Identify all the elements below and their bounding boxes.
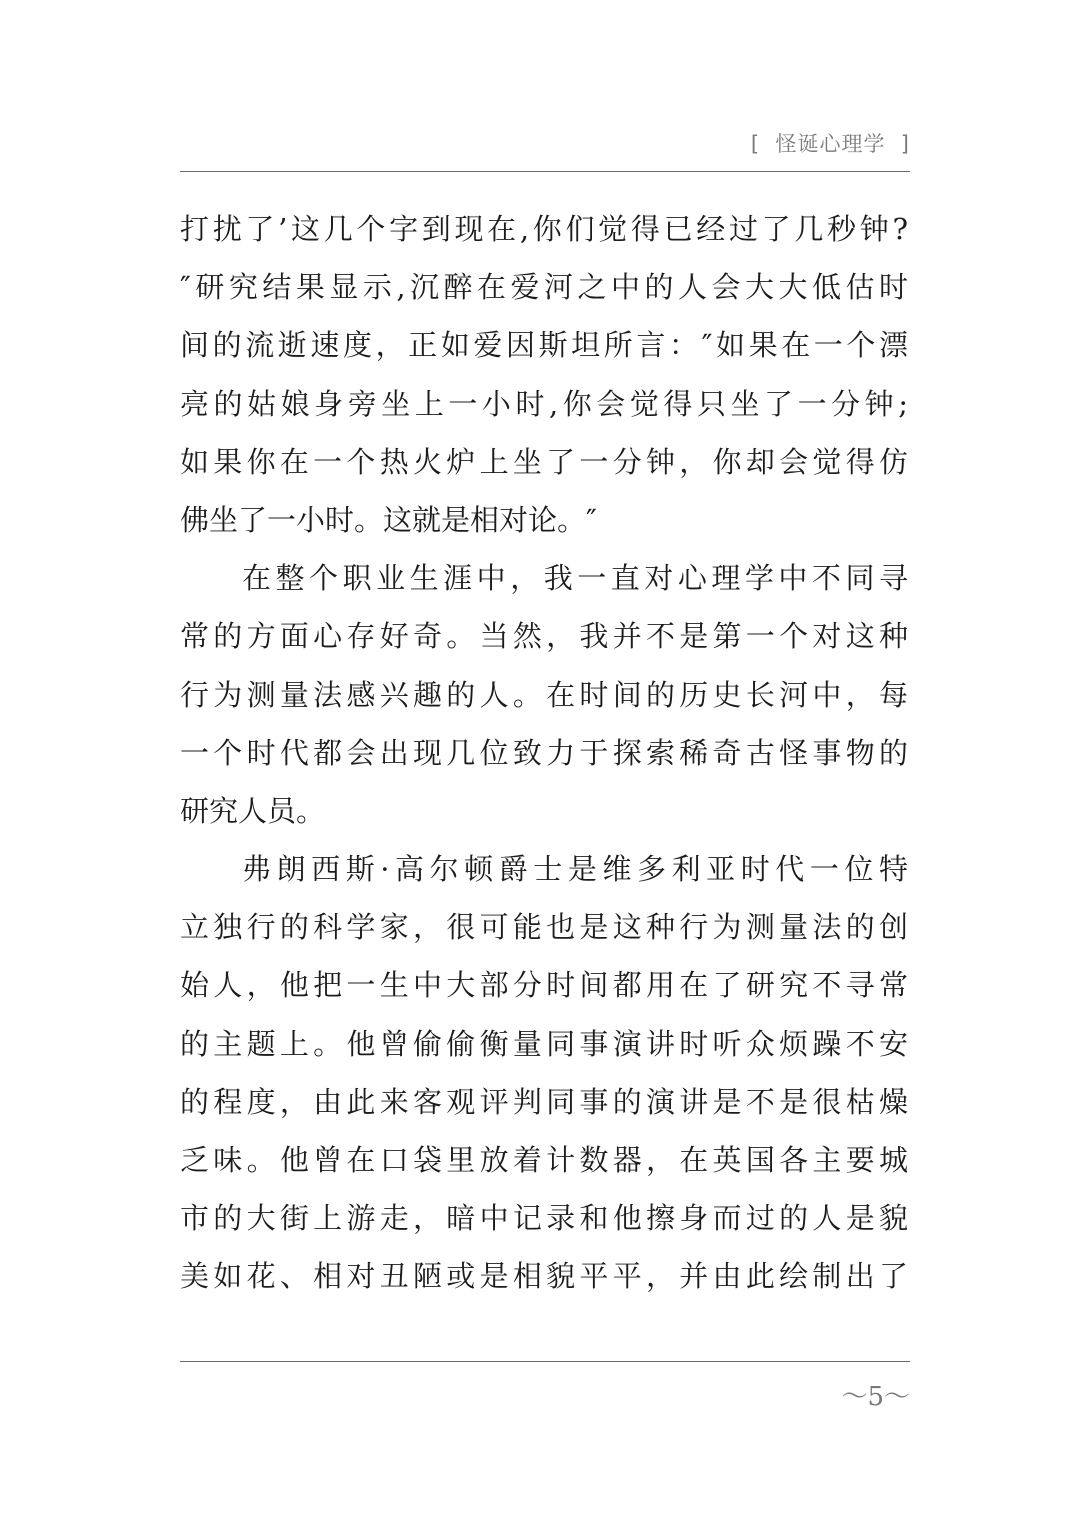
text-line: 一个时代都会出现几位致力于探索稀奇古怪事物的 bbox=[180, 735, 908, 770]
text-line: ″研究结果显示,沉醉在爱河之中的人会大大低估时 bbox=[180, 270, 908, 305]
text-line: 弗朗西斯·高尔顿爵士是维多利亚时代一位特 bbox=[242, 852, 908, 887]
text-line: 佛坐了一小时。这就是相对论。″ bbox=[180, 502, 597, 537]
text-line: 研究人员。 bbox=[180, 793, 326, 828]
text-line: 常的方面心存好奇。当然，我并不是第一个对这种 bbox=[180, 619, 908, 654]
text-line: 打扰了’这几个字到现在,你们觉得已经过了几秒钟? bbox=[180, 212, 908, 246]
text-line: 乏味。他曾在口袋里放着计数器，在英国各主要城 bbox=[180, 1143, 908, 1177]
text-line: 美如花、相对丑陋或是相貌平平，并由此绘制出了 bbox=[180, 1259, 908, 1294]
text-line: 行为测量法感兴趣的人。在时间的历史长河中，每 bbox=[180, 677, 908, 712]
page-header bbox=[180, 120, 910, 172]
header-rule bbox=[180, 171, 910, 172]
running-title: [ 怪诞心理学 ] bbox=[750, 132, 910, 156]
text-line: 始人，他把一生中大部分时间都用在了研究不寻常 bbox=[180, 968, 908, 1003]
text-line: 的程度，由此来客观评判同事的演讲是不是很枯燥 bbox=[180, 1084, 908, 1119]
text-line: 如果你在一个热火炉上坐了一分钟，你却会觉得仿 bbox=[180, 444, 908, 479]
body-text bbox=[180, 200, 908, 1306]
text-line: 在整个职业生涯中，我一直对心理学中不同寻 bbox=[242, 561, 908, 596]
text-line: 亮的姑娘身旁坐上一小时,你会觉得只坐了一分钟; bbox=[180, 386, 908, 421]
text-line: 的主题上。他曾偷偷衡量同事演讲时听众烦躁不安 bbox=[180, 1026, 908, 1061]
text-line: 立独行的科学家，很可能也是这种行为测量法的创 bbox=[180, 910, 908, 945]
text-line: 市的大街上游走，暗中记录和他擦身而过的人是貌 bbox=[180, 1201, 908, 1236]
footer-rule bbox=[180, 1361, 910, 1362]
text-line: 间的流逝速度，正如爱因斯坦所言：″如果在一个漂 bbox=[180, 328, 908, 363]
page-number: ～5～ bbox=[841, 1382, 910, 1412]
